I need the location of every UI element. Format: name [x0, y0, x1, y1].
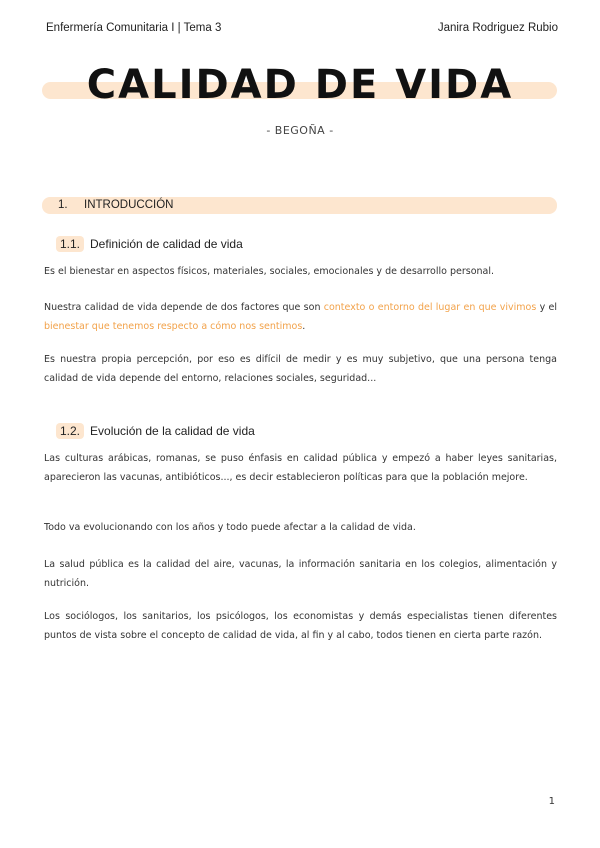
text-run: Nuestra calidad de vida depende de dos factores que son [44, 302, 324, 313]
paragraph [44, 298, 557, 336]
header-author: Janira Rodriguez Rubio [437, 22, 558, 34]
paragraph: La salud pública es la calidad del aire, vacunas, la información sanitaria en los colegios, alimentación y nutrición. [44, 559, 557, 589]
highlighted-text: bienestar que tenemos respecto a cómo nos sentimos [44, 321, 303, 332]
page-subtitle: - BEGOÑA - [266, 124, 334, 137]
highlighted-text: contexto o entorno del lugar en que vivimos [323, 302, 537, 313]
paragraph: Es nuestra propia percepción, por eso es difícil de medir y es muy subjetivo, que una persona tenga calidad de vida depende del entorno, relaciones sociales, seguridad... [44, 354, 557, 384]
paragraph: Es el bienestar en aspectos físicos, materiales, sociales, emocionales y de desarrollo personal. [44, 266, 495, 277]
subsection-heading-definition [56, 236, 243, 252]
subsection-label: Evolución de la calidad de vida [90, 424, 255, 438]
subsection-number: 1.2. [56, 423, 84, 439]
section-number: 1. [58, 199, 68, 211]
page-title: CALIDAD DE VIDA [86, 62, 514, 108]
text-run: y el [536, 302, 557, 313]
paragraph: Todo va evolucionando con los años y todo puede afectar a la calidad de vida. [44, 522, 416, 533]
section-heading [58, 199, 173, 211]
paragraph: Las culturas arábicas, romanas, se puso énfasis en calidad pública y empezó a haber leyes sanitarias, aparecieron las vacunas, antibióticos..., es decir establecieron políticas para que la población mejore. [44, 453, 557, 483]
section-label: INTRODUCCIÓN [84, 199, 174, 211]
subsection-heading-evolution [56, 423, 255, 439]
subsection-number: 1.1. [56, 236, 84, 252]
header-course: Enfermería Comunitaria I | Tema 3 [46, 22, 222, 34]
text-run: . [302, 321, 306, 332]
page-number: 1 [548, 796, 555, 807]
subsection-label: Definición de calidad de vida [90, 237, 243, 251]
paragraph: Los sociólogos, los sanitarios, los psicólogos, los economistas y demás especialistas tienen diferentes puntos de vista sobre el concepto de calidad de vida, al fin y al cabo, todos tienen en cierta parte razón. [44, 611, 557, 641]
